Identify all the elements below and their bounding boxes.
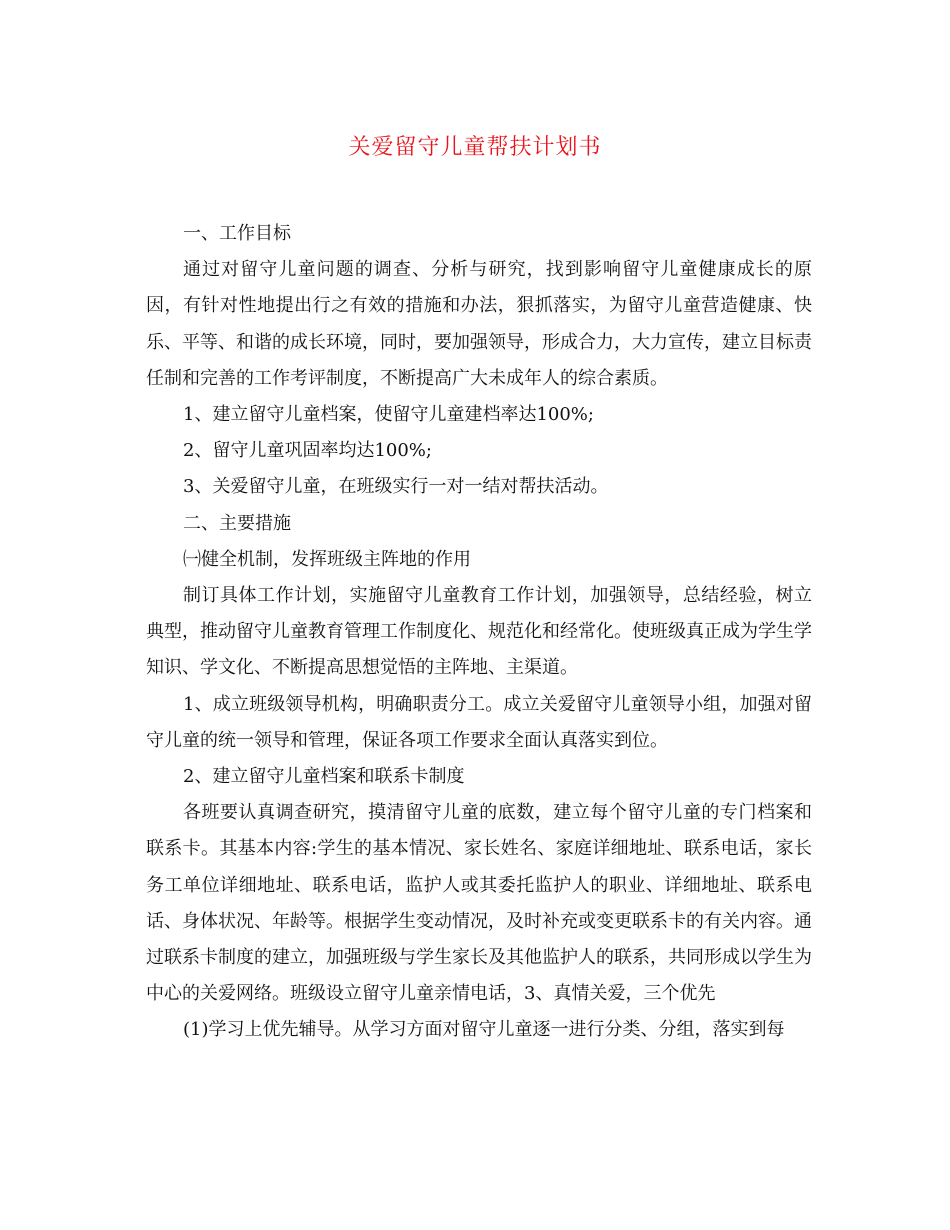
document-title: 关爱留守儿童帮扶计划书: [348, 135, 602, 160]
measure-item-1: 1、成立班级领导机构，明确职责分工。成立关爱留守儿童领导小组，加强对留守儿童的统一领导和管理，保证各项工作要求全面认真落实到位。: [146, 693, 812, 751]
heading-main-measures: 二、主要措施: [183, 512, 291, 534]
paragraph-goal-description: 通过对留守儿童问题的调查、分析与研究，找到影响留守儿童健康成长的原因，有针对性地提出行之有效的措施和办法，狠抓落实，为留守儿童营造健康、快乐、平等、和谐的成长环境，同时，要加强领导，形成合力，大力宣传，建立目标责任制和完善的工作考评制度，不断提高广大未成年人的综合素质。: [146, 259, 812, 389]
goal-item-1: 1、建立留守儿童档案，使留守儿童建档率达100%;: [183, 404, 594, 426]
goal-item-2: 2、留守儿童巩固率均达100%;: [183, 440, 432, 462]
paragraph-archive-system: 各班要认真调查研究，摸清留守儿童的底数，建立每个留守儿童的专门档案和联系卡。其基本内容:学生的基本情况、家长姓名、家庭详细地址、联系电话，家长务工单位详细地址、联系电话，监护人或其委托监护人的职业、详细地址、联系电话、身体状况、年龄等。根据学生变动情况，及时补充或变更联系卡的有关内容。通过联系卡制度的建立，加强班级与学生家长及其他监护人的联系，共同形成以学生为中心的关爱网络。班级设立留守儿童亲情电话，3、真情关爱，三个优先: [146, 802, 812, 1005]
paragraph-work-plan: 制订具体工作计划，实施留守儿童教育工作计划，加强领导，总结经验，树立典型，推动留守儿童教育管理工作制度化、规范化和经常化。使班级真正成为学生学知识、学文化、不断提高思想觉悟的主阵地、主渠道。: [146, 585, 812, 679]
goal-item-3: 3、关爱留守儿童，在班级实行一对一结对帮扶活动。: [183, 476, 609, 498]
paragraph-study-tutoring: (1)学习上优先辅导。从学习方面对留守儿童逐一进行分类、分组，落实到每: [183, 1019, 785, 1041]
heading-work-goal: 一、工作目标: [183, 223, 291, 244]
subheading-mechanism: ㈠健全机制，发挥班级主阵地的作用: [183, 548, 471, 570]
measure-item-2: 2、建立留守儿童档案和联系卡制度: [183, 766, 465, 788]
document-body: [146, 216, 812, 1049]
